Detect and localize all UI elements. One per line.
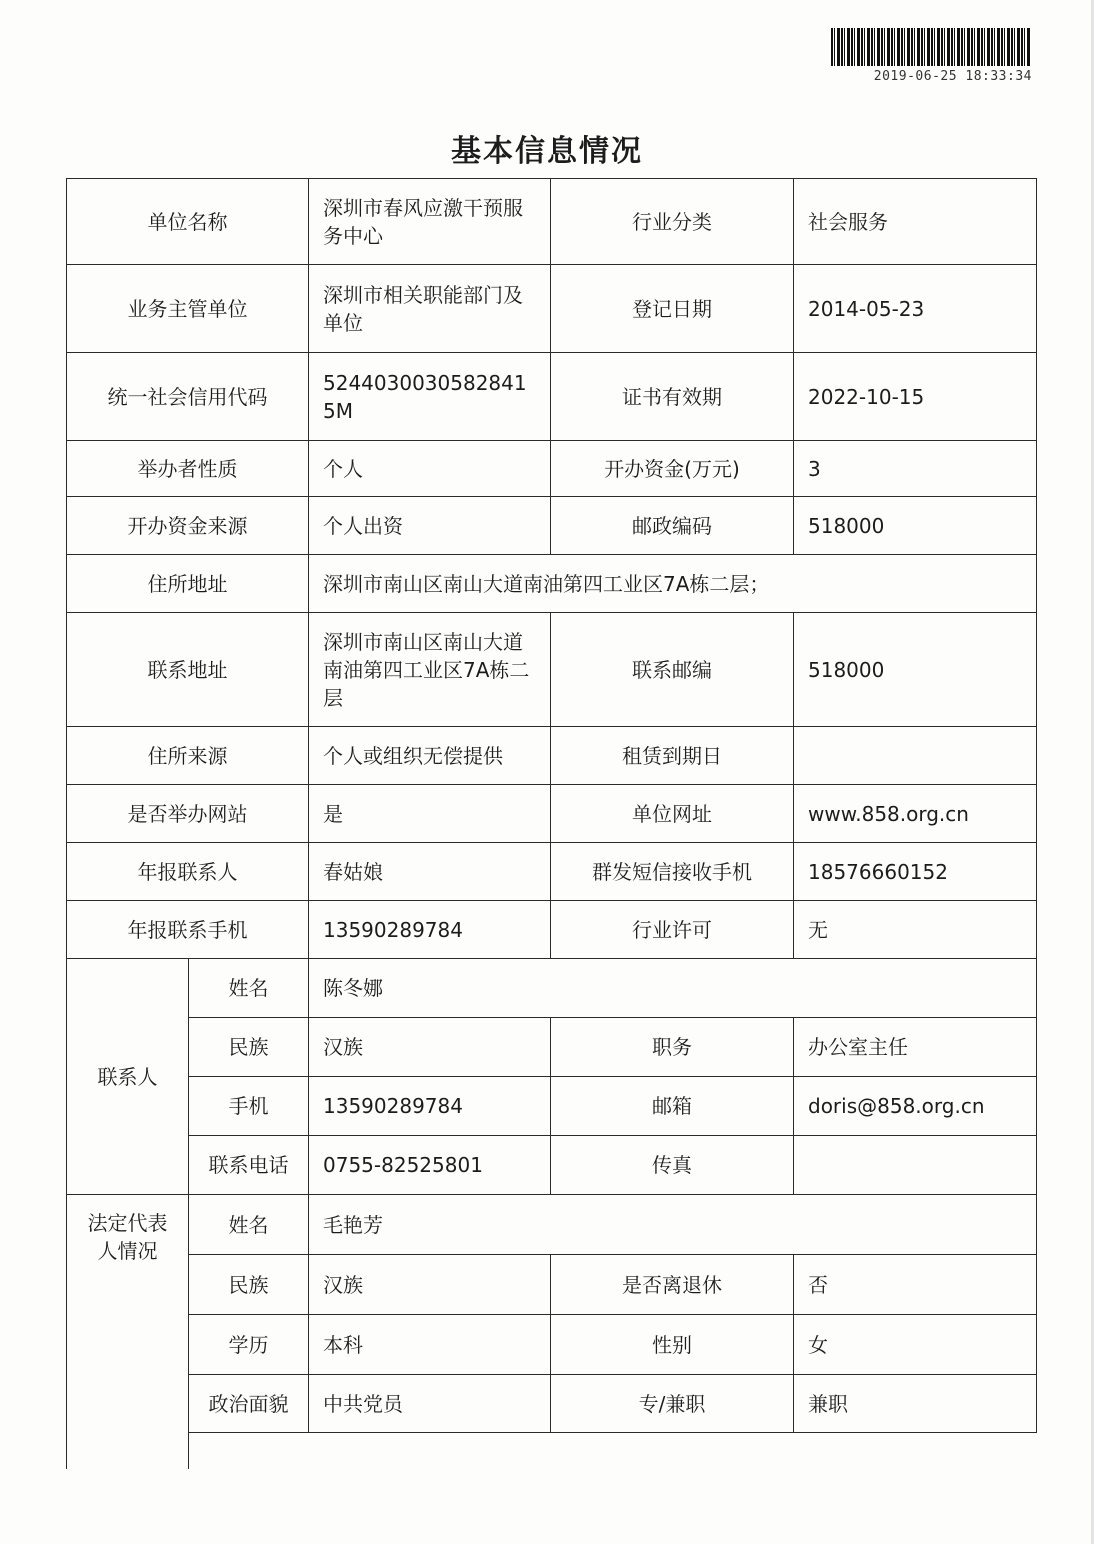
field-label: 政治面貌 xyxy=(189,1375,309,1433)
field-value: 陈冬娜 xyxy=(309,959,1037,1018)
field-label: 行业分类 xyxy=(551,179,794,265)
table-row xyxy=(67,353,1037,441)
field-label: 行业许可 xyxy=(551,901,794,959)
table-row xyxy=(67,179,1037,265)
field-value: 13590289784 xyxy=(309,1077,551,1136)
field-value xyxy=(794,727,1037,785)
table-row xyxy=(67,555,1037,613)
field-label: 联系地址 xyxy=(67,613,309,727)
field-value: www.858.org.cn xyxy=(794,785,1037,843)
field-value: 汉族 xyxy=(309,1255,551,1315)
field-label: 是否离退休 xyxy=(551,1255,794,1315)
field-label: 民族 xyxy=(189,1018,309,1077)
field-label: 业务主管单位 xyxy=(67,265,309,353)
field-value: 本科 xyxy=(309,1315,551,1375)
field-value: doris@858.org.cn xyxy=(794,1077,1037,1136)
field-label: 民族 xyxy=(189,1255,309,1315)
field-value: 个人出资 xyxy=(309,497,551,555)
field-value: 深圳市南山区南山大道南油第四工业区7A栋二层； xyxy=(309,555,1037,613)
continued-blank xyxy=(189,1433,1037,1469)
table-row xyxy=(67,265,1037,353)
field-value: 个人或组织无偿提供 xyxy=(309,727,551,785)
table-row xyxy=(67,1255,1037,1315)
field-label: 群发短信接收手机 xyxy=(551,843,794,901)
field-label: 传真 xyxy=(551,1136,794,1195)
field-value: 汉族 xyxy=(309,1018,551,1077)
legal-rep-group-label: 法定代表人情况 xyxy=(67,1195,189,1469)
table-row xyxy=(67,727,1037,785)
document-title: 基本信息情况 xyxy=(451,134,643,169)
table-row-continued xyxy=(67,1433,1037,1469)
field-label: 联系邮编 xyxy=(551,613,794,727)
field-value: 深圳市春风应激干预服务中心 xyxy=(309,179,551,265)
field-value: 0755-82525801 xyxy=(309,1136,551,1195)
field-label: 登记日期 xyxy=(551,265,794,353)
field-value: 深圳市相关职能部门及单位 xyxy=(309,265,551,353)
table-row xyxy=(67,441,1037,497)
field-value: 13590289784 xyxy=(309,901,551,959)
table-row xyxy=(67,1375,1037,1433)
table-row xyxy=(67,959,1037,1018)
field-label: 联系电话 xyxy=(189,1136,309,1195)
field-label: 性别 xyxy=(551,1315,794,1375)
field-label: 证书有效期 xyxy=(551,353,794,441)
field-value xyxy=(794,1136,1037,1195)
table-row xyxy=(67,1018,1037,1077)
field-label: 邮箱 xyxy=(551,1077,794,1136)
field-label: 学历 xyxy=(189,1315,309,1375)
field-value: 否 xyxy=(794,1255,1037,1315)
table-row xyxy=(67,843,1037,901)
table-row xyxy=(67,613,1037,727)
field-label: 年报联系人 xyxy=(67,843,309,901)
barcode-block xyxy=(828,28,1032,90)
field-label: 单位网址 xyxy=(551,785,794,843)
field-label: 租赁到期日 xyxy=(551,727,794,785)
field-value: 春姑娘 xyxy=(309,843,551,901)
field-label: 举办者性质 xyxy=(67,441,309,497)
field-value: 2014-05-23 xyxy=(794,265,1037,353)
field-value: 18576660152 xyxy=(794,843,1037,901)
field-value: 52440300305828415M xyxy=(309,353,551,441)
field-label: 姓名 xyxy=(189,959,309,1018)
field-label: 单位名称 xyxy=(67,179,309,265)
field-value: 518000 xyxy=(794,497,1037,555)
table-row xyxy=(67,1077,1037,1136)
barcode xyxy=(831,28,1031,66)
field-label: 邮政编码 xyxy=(551,497,794,555)
field-label: 开办资金来源 xyxy=(67,497,309,555)
table-row xyxy=(67,901,1037,959)
table-row xyxy=(67,1315,1037,1375)
field-label: 手机 xyxy=(189,1077,309,1136)
field-label: 住所来源 xyxy=(67,727,309,785)
field-value: 2022-10-15 xyxy=(794,353,1037,441)
field-label: 是否举办网站 xyxy=(67,785,309,843)
basic-info-table xyxy=(66,178,1037,1469)
table-row xyxy=(67,1195,1037,1255)
field-label: 住所地址 xyxy=(67,555,309,613)
field-value: 兼职 xyxy=(794,1375,1037,1433)
field-value: 是 xyxy=(309,785,551,843)
field-label: 姓名 xyxy=(189,1195,309,1255)
print-timestamp: 2019-06-25 18:33:34 xyxy=(873,69,1032,84)
field-value: 3 xyxy=(794,441,1037,497)
table-row xyxy=(67,1136,1037,1195)
field-value: 女 xyxy=(794,1315,1037,1375)
field-label: 统一社会信用代码 xyxy=(67,353,309,441)
field-label: 专/兼职 xyxy=(551,1375,794,1433)
field-label: 职务 xyxy=(551,1018,794,1077)
field-label: 开办资金(万元) xyxy=(551,441,794,497)
table-row xyxy=(67,497,1037,555)
field-value: 中共党员 xyxy=(309,1375,551,1433)
field-value: 个人 xyxy=(309,441,551,497)
field-value: 毛艳芳 xyxy=(309,1195,1037,1255)
field-label: 年报联系手机 xyxy=(67,901,309,959)
field-value: 深圳市南山区南山大道南油第四工业区7A栋二层 xyxy=(309,613,551,727)
field-value: 无 xyxy=(794,901,1037,959)
field-value: 办公室主任 xyxy=(794,1018,1037,1077)
contact-group-label: 联系人 xyxy=(67,959,189,1195)
table-row xyxy=(67,785,1037,843)
field-value: 社会服务 xyxy=(794,179,1037,265)
field-value: 518000 xyxy=(794,613,1037,727)
